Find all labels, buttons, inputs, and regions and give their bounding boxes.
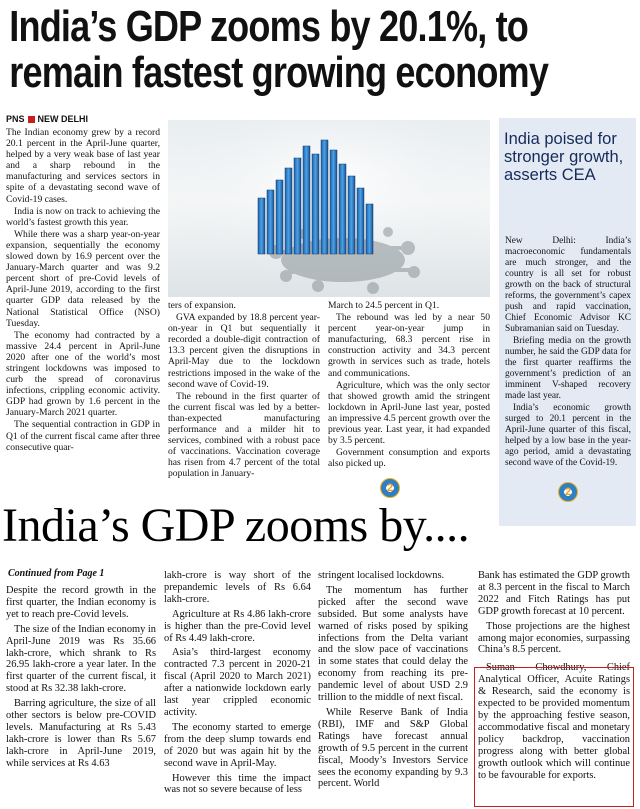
article-column-2: [168, 300, 320, 481]
paragraph: lakh-crore is way short of the prepandemic levels of Rs 6.64 lakh-crore.: [164, 570, 311, 605]
paragraph: ters of expansion.: [168, 300, 236, 311]
paragraph: The rebound in the first quarter of the current fiscal was led by a better-than-expected manufacturing performance and a milder hit to services, combined with a robust pace of vaccinations. Vaccination coverage has risen from 4.7 percent of the total population in January-: [168, 390, 320, 480]
headline-line-2: remain fastest growing economy: [9, 48, 549, 97]
paragraph: The momentum has further picked after the second wave subsided. But some analysts have warned of risks posed by spiking infections from the Delta variant and the slow pace of vaccinations in some states that could delay the economy from reaching its pre-pandemic level of about USD 2.9 trillion to the middle of next fiscal.: [318, 584, 468, 704]
paragraph: Agriculture at Rs 4.86 lakh-crore is higher than the pre-Covid level of Rs 4.49 lakh-crore.: [164, 608, 311, 644]
paragraph: Despite the record growth in the first quarter, the Indian economy is yet to reach pre-Covid levels.: [6, 585, 156, 620]
paragraph: The size of the Indian economy in April-June 2019 was Rs 35.66 lakh-crore, which shrank to Rs 26.95 lakh-crore a year later. In the first quarter of the current fiscal, it stood at Rs 32.38 lakh-crore.: [6, 623, 156, 695]
continuation-headline: India’s GDP zooms by....: [2, 499, 470, 552]
paragraph: While Reserve Bank of India (RBI), IMF and S&P Global Ratings have forecast annual growth of 9.5 percent in the current fiscal, Moody’s Investors Service sees the economy expanding by 9.3 percent. World: [318, 706, 468, 790]
highlighted-paragraph: Suman Chowdhury, Chief Analytical Officer, Acuite Ratings & Research, said the economy is expected to be provided momentum by the approaching festive season, accommodative fiscal and monetary policy backdrop, vaccination progress along with better global growth outlook which will continue to be favourable for exports.: [478, 662, 630, 781]
paragraph: The sequential contraction in GDP in Q1 of the current fiscal came after three consecutive quar-: [6, 419, 160, 453]
paragraph: The economy started to emerge from the deep slump towards end of 2020 but was again hit by the second wave in April-May.: [164, 721, 311, 769]
paragraph: While there was a sharp year-on-year expansion, sequentially the economy slowed down by 16.9 percent over the January-March quarter and was 9.2 percent short of pre-Covid levels of April-June 2019, according to the first quarter GDP data released by the National Statistical Office (NSO) Tuesday.: [6, 228, 160, 329]
paragraph: The rebound was led by a near 50 percent year-on-year jump in manufacturing, 68.3 percent rise in construction activity and 34.3 percent growth in services such as trade, hotels and communications.: [328, 312, 490, 379]
continuation-column-1: [6, 585, 156, 773]
agency: PNS: [6, 114, 25, 124]
paragraph: Government consumption and exports also picked up.: [328, 447, 490, 470]
paragraph: Asia’s third-largest economy contracted 7.3 percent in 2020-21 fiscal (April 2020 to March 2021) after a nationwide lockdown early last year crippled economic activity.: [164, 647, 311, 718]
paragraph: The economy had contracted by a massive 24.4 percent in April-June 2020 after one of the world’s most stringent lockdowns was imposed to curb the spread of coronavirus infections, crippling economic activity. GDP had grown by 1.6 percent in the January-March 2021 quarter.: [6, 329, 160, 419]
highlight-box: [474, 667, 634, 807]
continuation-column-2: [164, 570, 311, 799]
paragraph: However this time the impact was not so severe because of less: [164, 772, 311, 796]
dateline-square-icon: [28, 116, 35, 123]
main-headline: [6, 4, 634, 96]
sidebar-title: India poised for stronger growth, asserts CEA: [504, 130, 624, 184]
bar-graph-illustration: [168, 120, 490, 297]
paragraph: GVA expanded by 18.8 percent year-on-year in Q1 but sequentially it recorded a double-digit contraction of 13.3 percent given the disruptions in April-May due to the lockdown restrictions imposed in the wake of the second wave of Covid-19.: [168, 312, 320, 390]
sidebar-body: [505, 236, 631, 470]
paragraph: Those projections are the highest among major economies, surpassing China’s 8.5 percent.: [478, 620, 630, 656]
paragraph: Agriculture, which was the only sector that showed growth amid the stringent lockdown in April-June last year, posted an impressive 4.5 percent growth over the previous year. Last year, it had expanded by 3.5 percent.: [328, 379, 490, 447]
paragraph: The Indian economy grew by a record 20.1 percent in the April-June quarter, helped by a very weak base of last year and a sharp rebound in the manufacturing and services sectors in spite of a devastating second wave of Covid-19 cases.: [6, 127, 160, 205]
article-column-1: [6, 127, 160, 454]
gdp-bar-photo: [168, 120, 490, 297]
article-column-3: [328, 300, 490, 470]
continued-label: Continued from Page 1: [8, 568, 105, 579]
paragraph: stringent localised lockdowns.: [318, 570, 445, 581]
paragraph: Bank has estimated the GDP growth at 8.3 percent in the fiscal to March 2022 and Fitch Ratings has put GDP growth forecast at 10 percent.: [478, 570, 630, 617]
paragraph: India is now on track to achieving the world’s fastest growth this year.: [6, 205, 160, 228]
sidebar-paragraph: New Delhi: India’s macroeconomic fundamentals are much stronger, and the country is all set for robust growth on the back of structural reforms, the government’s capex push and rapid vaccination, Chief Economic Advisor KC Subramanian said on Tuesday.: [505, 236, 631, 334]
paragraph: March to 24.5 percent in Q1.: [328, 300, 440, 311]
headline-line-1: India’s GDP zooms by 20.1%, to: [9, 2, 529, 51]
dateline: [6, 114, 88, 124]
sidebar-paragraph: India’s economic growth surged to 20.1 percent in the April-June quarter of this fiscal, helped by a low base in the year-ago period, amid a devastating second wave of the Covid-19.: [505, 403, 631, 468]
continuation-column-3: [318, 570, 468, 793]
sidebar-paragraph: Briefing media on the growth number, he said the GDP data for the first quarter reaffirms the government’s prediction of an imminent V-shaped recovery made last year.: [505, 336, 631, 401]
jump-page-logo: 2: [380, 478, 400, 498]
paragraph: Barring agriculture, the size of all other sectors is below pre-COVID levels. Manufacturing at Rs 5.43 lakh-crore is lower than Rs 5.67 lakh-crore in April-June 2019, while services at Rs 4.63: [6, 698, 156, 769]
jump-page-logo: 2: [558, 482, 578, 502]
city: NEW DELHI: [37, 114, 89, 124]
